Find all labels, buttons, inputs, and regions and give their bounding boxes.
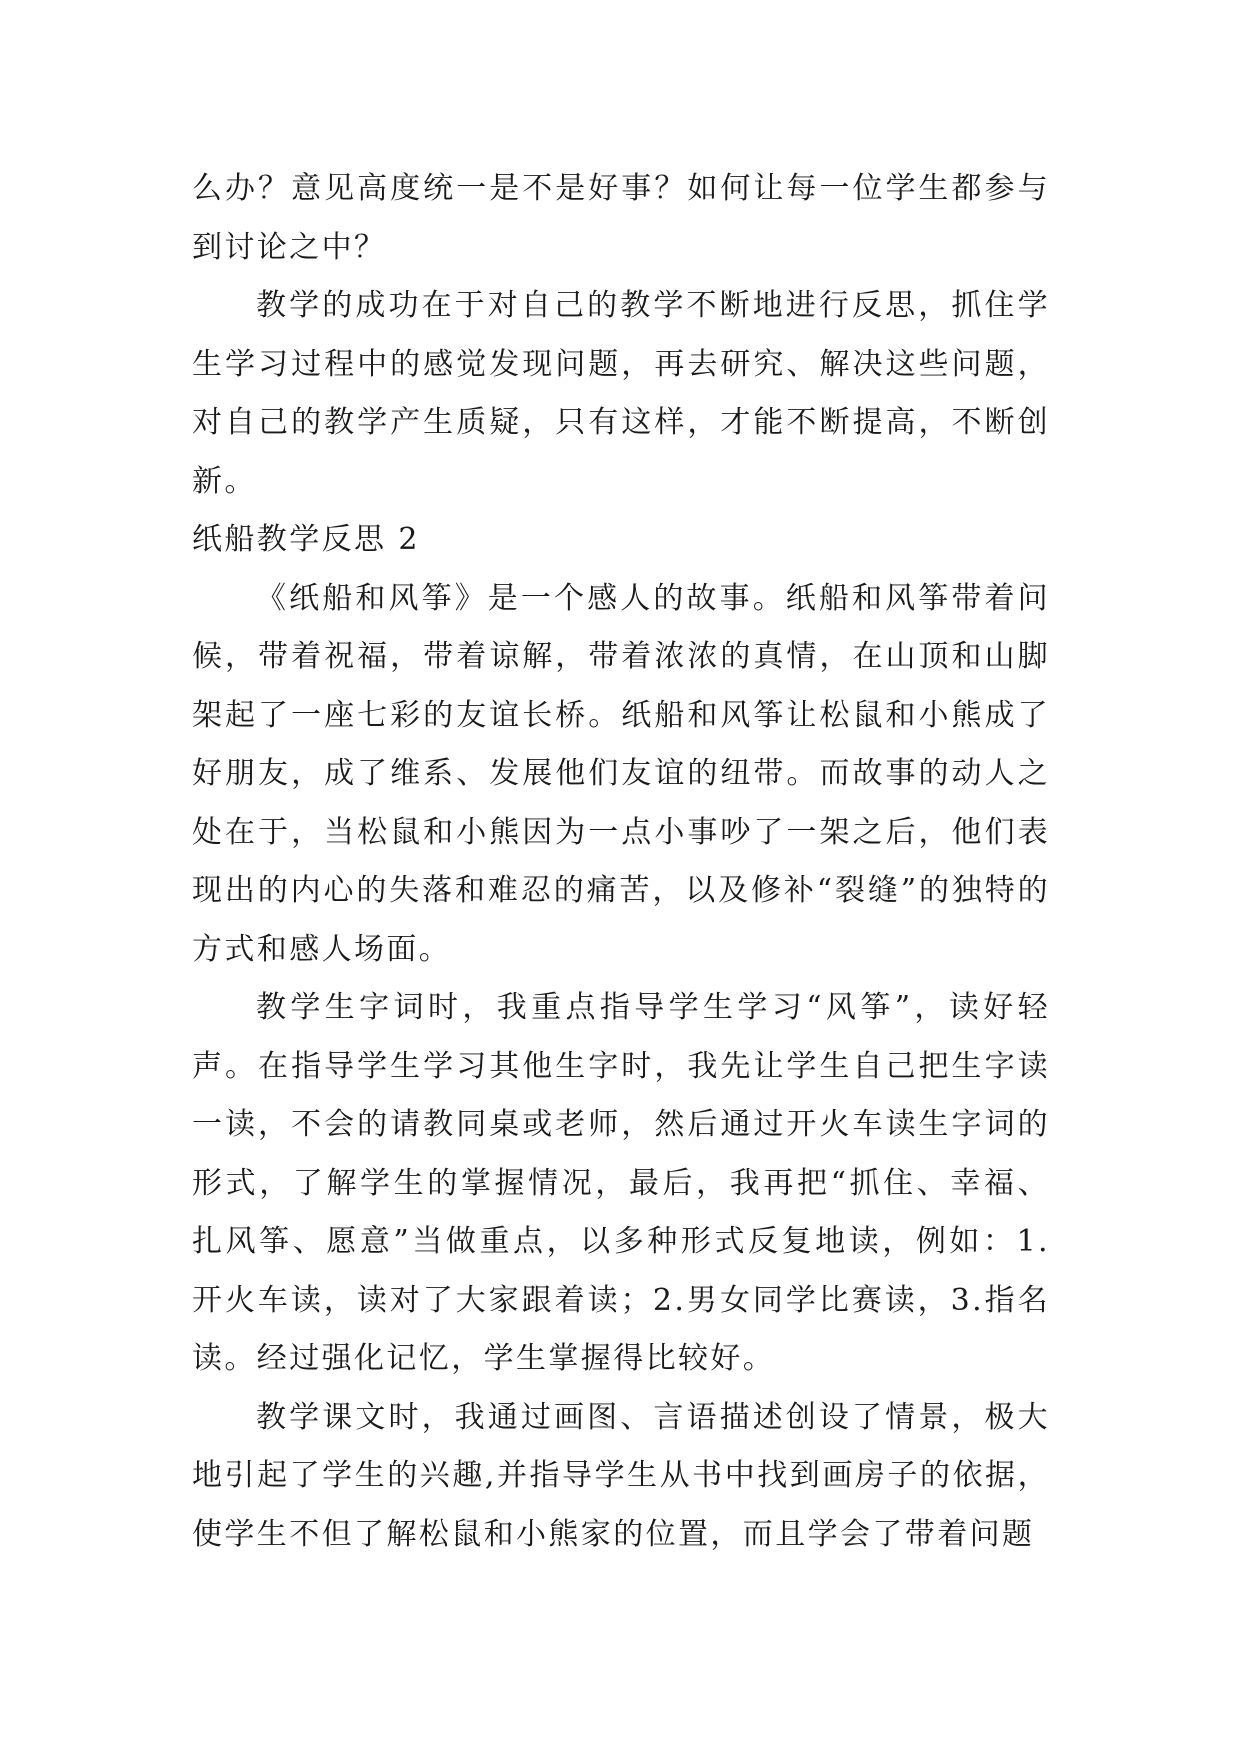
paragraph-story-intro: 《纸船和风筝》是一个感人的故事。纸船和风筝带着问候，带着祝福，带着谅解，带着浓浓的真情，在山顶和山脚架起了一座七彩的友谊长桥。纸船和风筝让松鼠和小熊成了好朋友，成了维系、发展他们友谊的纽带。而故事的动人之处在于，当松鼠和小熊因为一点小事吵了一架之后，他们表现出的内心的失落和难忍的痛苦，以及修补“裂缝”的独特的方式和感人场面。 bbox=[192, 580, 1050, 967]
section-heading: 纸船教学反思 2 bbox=[192, 522, 420, 557]
paragraph-text-teaching: 教学课文时，我通过画图、言语描述创设了情景，极大地引起了学生的兴趣,并指导学生从书中找到画房子的依据，使学生不但了解松鼠和小熊家的位置，而且学会了带着问题 bbox=[192, 1399, 1050, 1552]
document-body bbox=[192, 160, 1050, 1564]
paragraph-continuation: 么办？意见高度统一是不是好事？如何让每一位学生都参与到讨论之中？ bbox=[192, 171, 1050, 265]
paragraph-reflection-summary: 教学的成功在于对自己的教学不断地进行反思，抓住学生学习过程中的感觉发现问题，再去研究、解决这些问题，对自己的教学产生质疑，只有这样，才能不断提高，不断创新。 bbox=[192, 288, 1050, 499]
paragraph-vocabulary-teaching: 教学生字词时，我重点指导学生学习“风筝”，读好轻声。在指导学生学习其他生字时，我先让学生自己把生字读一读，不会的请教同桌或老师，然后通过开火车读生字词的形式，了解学生的掌握情况，最后，我再把“抓住、幸福、扎风筝、愿意”当做重点，以多种形式反复地读，例如：1.开火车读，读对了大家跟着读；2.男女同学比赛读，3.指名读。经过强化记忆，学生掌握得比较好。 bbox=[192, 990, 1050, 1376]
